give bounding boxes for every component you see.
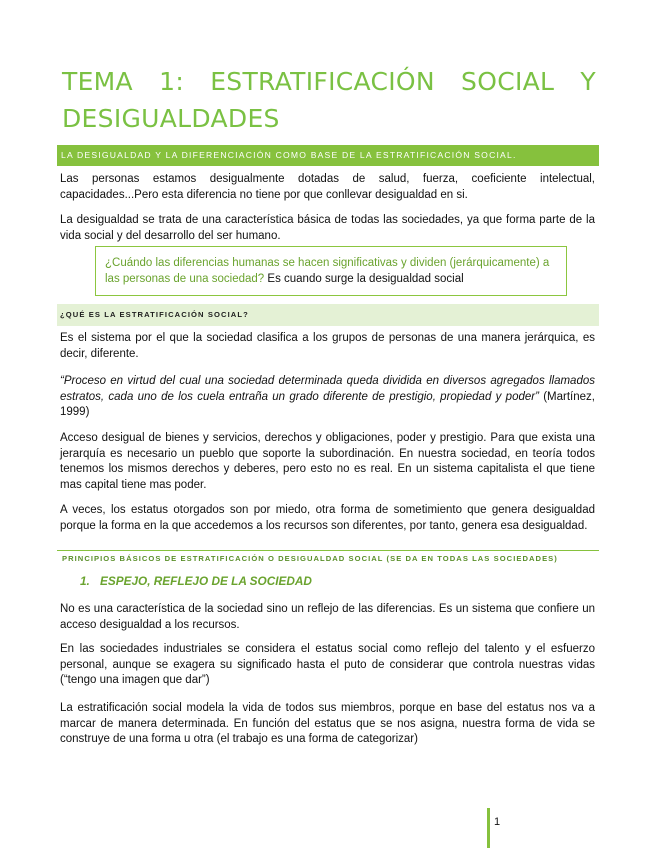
- callout-answer: Es cuando surge la desigualdad social: [264, 272, 464, 285]
- paragraph-reflejo: No es una característica de la sociedad sino un reflejo de las diferencias. Es un sistema que confiere un acceso desigualdad a los recursos.: [60, 603, 595, 631]
- numbered-heading-number: 1.: [80, 574, 90, 588]
- paragraph-acceso-desigual: Acceso desigual de bienes y servicios, derechos y obligaciones, poder y prestigio. Para que exista una jerarquía es necesario un pueblo que soporte la subordinación. En nuestra sociedad, en teoría todos tenemos los mismos derechos y deberes, pero esto no es real. En un sistema capitalista el que tiene mas capital tiene mas poder.: [60, 432, 595, 491]
- paragraph-desigualdad-basica: La desigualdad se trata de una característica básica de todas las sociedades, ya que forma parte de la vida social y del desarrollo del ser humano.: [60, 214, 595, 242]
- subsection-divider: [57, 550, 599, 551]
- section-heading-que-es: ¿QUÉ ES LA ESTRATIFICACIÓN SOCIAL?: [57, 304, 599, 326]
- numbered-heading-title: ESPEJO, REFLEJO DE LA SOCIEDAD: [100, 574, 312, 588]
- paragraph-dotadas: Las personas estamos desigualmente dotadas de salud, fuerza, coeficiente intelectual, capacidades...Pero esta diferencia no tiene por que conllevar desigualdad en si.: [60, 173, 595, 201]
- section-heading-desigualdad: LA DESIGUALDAD Y LA DIFERENCIACIÓN COMO BASE DE LA ESTRATIFICACIÓN SOCIAL.: [57, 145, 599, 166]
- paragraph-sistema: Es el sistema por el que la sociedad clasifica a los grupos de personas de una manera jerárquica, es decir, diferente.: [60, 332, 595, 360]
- callout-question: ¿Cuándo las diferencias humanas se hacen significativas y dividen (jerárquicamente) a las personas de una sociedad?: [105, 257, 550, 285]
- quote-paragraph: [60, 374, 595, 421]
- quote-text: “Proceso en virtud del cual una sociedad determinada queda dividida en diversos agregados llamados estratos, cada uno de los cuela entraña un grado diferente de prestigio, propiedad y poder”: [60, 375, 595, 403]
- subsection-heading-principios: PRINCIPIOS BÁSICOS DE ESTRATIFICACIÓN O DESIGUALDAD SOCIAL (SE DA EN TODAS LAS SOCIEDADES): [62, 554, 558, 563]
- page-title: TEMA 1: ESTRATIFICACIÓN SOCIAL Y DESIGUALDADES: [62, 67, 596, 133]
- quote-citation: (Martínez, 1999): [60, 390, 595, 419]
- numbered-heading-espejo: [80, 574, 312, 588]
- paragraph-modela: La estratificación social modela la vida de todos sus miembros, porque en base del estatus nos va a marcar de manera determinada. En función del estatus que se nos asigna, nuestra forma de vida se construye de una forma u otra (el trabajo es una forma de categorizar): [60, 702, 595, 746]
- paragraph-estatus-miedo: A veces, los estatus otorgados son por miedo, otra forma de sometimiento que genera desigualdad porque la forma en la que accedemos a los recursos son diferentes, por tanto, genera esa desigualdad.: [60, 504, 595, 532]
- page-number-rule: [487, 808, 490, 848]
- paragraph-industriales: En las sociedades industriales se considera el estatus social como reflejo del talento y el esfuerzo personal, aunque se exagera su significado hasta el puto de considerar que controla nuestras vidas (“tengo una imagen que dar”): [60, 643, 595, 687]
- callout-box: [95, 246, 567, 296]
- page-number: 1: [494, 816, 501, 828]
